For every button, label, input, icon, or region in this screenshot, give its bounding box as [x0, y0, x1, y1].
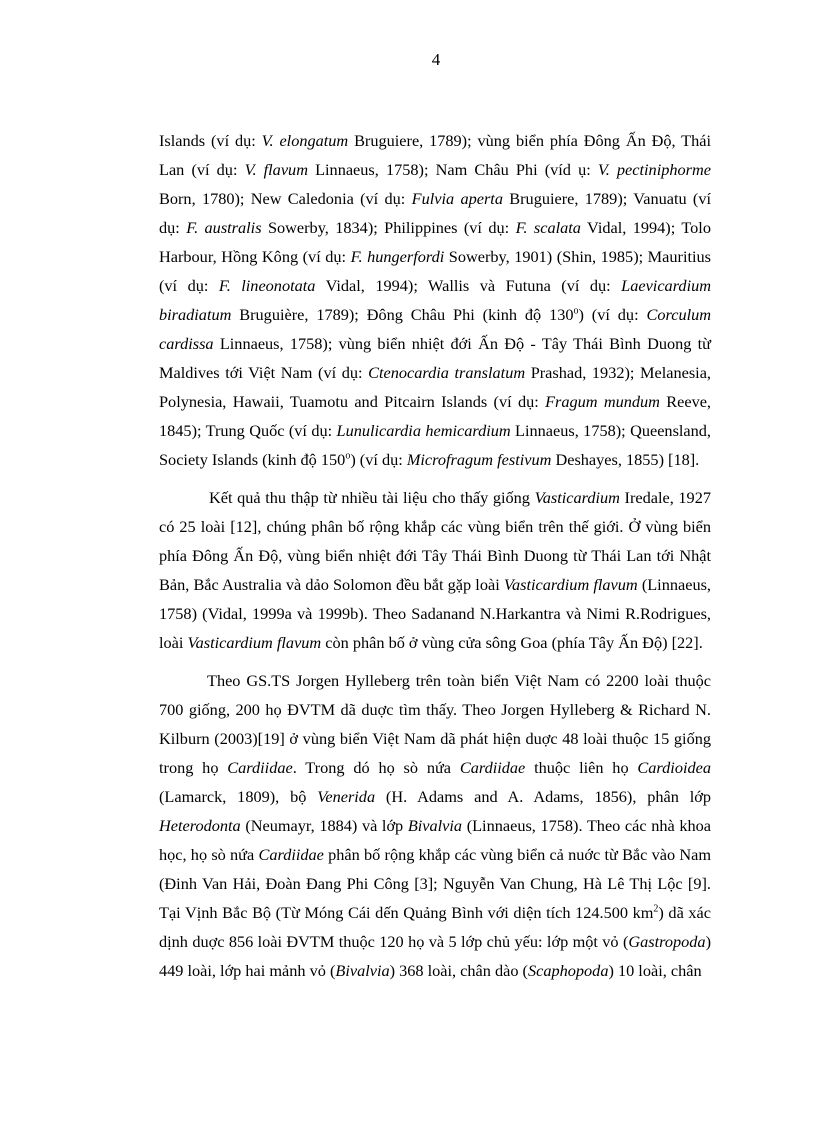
text-run: (Linnaeus, 1758). Theo các nhà khoa học, họ sò nứa [159, 816, 711, 864]
text-run: ) 449 loài, lớp hai mảnh vỏ ( [159, 932, 711, 980]
text-run: (Linnaeus, 1758) (Vidal, 1999a và 1999b). Theo Sadanand N.Harkantra và Nimi R.Rodrigues, loài [159, 575, 711, 652]
text-run: ) 368 loài, chân dào ( [389, 961, 528, 980]
italic-term: Microfragum festivum [406, 450, 552, 469]
italic-term: Cardiidae [227, 758, 293, 777]
paragraph-3 [159, 666, 711, 985]
text-run: Prashad, 1932); Melanesia, Polynesia, Hawaii, Tuamotu and Pitcairn Islands (ví dụ: [159, 363, 712, 411]
superscript: o [573, 305, 579, 317]
italic-term: Bivalvia [335, 961, 390, 980]
italic-term: Corculum cardissa [159, 305, 712, 353]
text-run: (Neumayr, 1884) và lớp [240, 816, 408, 835]
italic-term: Venerida [317, 787, 376, 806]
document-body [159, 126, 711, 994]
italic-term: Lunulicardia hemicardium [336, 421, 511, 440]
italic-term: Cardioidea [637, 758, 711, 777]
italic-term: Scaphopoda [527, 961, 609, 980]
text-run: Bruguière, 1789); Đông Châu Phi (kinh độ 130 [231, 305, 574, 324]
italic-term: F. scalata [515, 218, 581, 237]
paragraph-2 [159, 483, 711, 657]
italic-term: Vasticardium flavum [503, 575, 638, 594]
italic-term: V. pectiniphorme [597, 160, 711, 179]
italic-term: Ctenocardia translatum [368, 363, 526, 382]
text-run: ) 10 loài, chân [608, 961, 702, 980]
text-run: (H. Adams and A. Adams, 1856), phân lớp [375, 787, 712, 806]
text-run: Vidal, 1994); Tolo Harbour, Hồng Kông (ví dụ: [159, 218, 711, 266]
italic-term: Bivalvia [407, 816, 463, 835]
italic-term: Cardiidae [459, 758, 526, 777]
italic-term: Heterodonta [159, 816, 241, 835]
text-run: Deshayes, 1855) [18]. [551, 450, 700, 469]
paragraph-1 [159, 126, 711, 474]
italic-term: Cardiidae [258, 845, 324, 864]
text-run: còn phân bố ở vùng cửa sông Goa (phía Tây Ấn Độ) [22]. [321, 633, 703, 652]
italic-term: Laevicardium biradiatum [159, 276, 711, 324]
text-run: Bruguiere, 1789); vùng biển phía Đông Ấn Độ, Thái Lan (ví dụ: [159, 131, 711, 179]
text-run: Islands (ví dụ: [159, 131, 262, 150]
text-run: ) dã xác dịnh duợc 856 loài ĐVTM thuộc 120 họ và 5 lớp chủ yếu: lớp một vỏ ( [159, 903, 711, 951]
text-run: Vidal, 1994); Wallis và Futuna (ví dụ: [315, 276, 622, 295]
italic-term: F. lineonotata [218, 276, 316, 295]
text-run: Theo GS.TS Jorgen Hylleberg trên toàn biển Việt Nam có 2200 loài thuộc 700 giống, 200 họ ĐVTM dã duợc tìm thấy. Theo Jorgen Hylleberg & Richard N. Kilburn (2003)[19] ở vùng biển Việt Nam dã phát hiện duợc 48 loài thuộc 15 giống trong họ [159, 671, 711, 777]
text-run: phân bố rộng khắp các vùng biển cả nuớc từ Bắc vào Nam (Đinh Van Hải, Đoàn Đang Phi Công [3]; Nguyễn Van Chung, Hà Lê Thị Lộc [9]. Tại Vịnh Bắc Bộ (Từ Móng Cái dến Quảng Bình với diện tích 124.500 km [159, 845, 712, 922]
text-run: Linnaeus, 1758); Nam Châu Phi (víd ụ: [307, 160, 598, 179]
italic-term: Vasticardium [534, 488, 620, 507]
text-run: (Lamarck, 1809), bộ [159, 787, 318, 806]
page-number: 4 [431, 50, 441, 69]
text-run: Linnaeus, 1758); Queensland, Society Islands (kinh độ 150 [159, 421, 712, 469]
text-run: Reeve, 1845); Trung Quốc (ví dụ: [159, 392, 712, 440]
text-run: Sowerby, 1834); Philippines (ví dụ: [261, 218, 516, 237]
superscript: 2 [653, 903, 659, 915]
italic-term: V. elongatum [261, 131, 349, 150]
text-run: ) (ví dụ: [578, 305, 647, 324]
italic-term: F. australis [186, 218, 262, 237]
text-run: Bruguiere, 1789); Vanuatu (ví dụ: [159, 189, 712, 237]
text-run: ) (ví dụ: [350, 450, 407, 469]
italic-term: Fulvia aperta [411, 189, 503, 208]
superscript: o [345, 450, 351, 462]
text-run: Born, 1780); New Caledonia (ví dụ: [159, 189, 412, 208]
text-run: thuộc liên họ [525, 758, 638, 777]
italic-term: V. flavum [244, 160, 308, 179]
text-run: Sowerby, 1901) (Shin, 1985); Mauritius (ví dụ: [159, 247, 711, 295]
text-run: Kết quả thu thập từ nhiều tài liệu cho thấy giống [209, 488, 535, 507]
text-run: Iredale, 1927 có 25 loài [12], chúng phân bố rộng khắp các vùng biển trên thế giới. Ở vùng biển phía Đông Ấn Độ, vùng biển nhiệt đới Tây Thái Bình Duong từ Thái Lan tới Nhật Bản, Bắc Australia và dảo Solomon đều bắt gặp loài [159, 488, 711, 594]
italic-term: F. hungerfordi [350, 247, 445, 266]
text-run: . Trong dó họ sò nứa [292, 758, 460, 777]
text-run: Linnaeus, 1758); vùng biển nhiệt đới Ấn Độ - Tây Thái Bình Duong từ Maldives tới Việt Nam (ví dụ: [159, 334, 711, 382]
italic-term: Fragum mundum [545, 392, 660, 411]
italic-term: Gastropoda [628, 932, 706, 951]
italic-term: Vasticardium flavum [187, 633, 322, 652]
